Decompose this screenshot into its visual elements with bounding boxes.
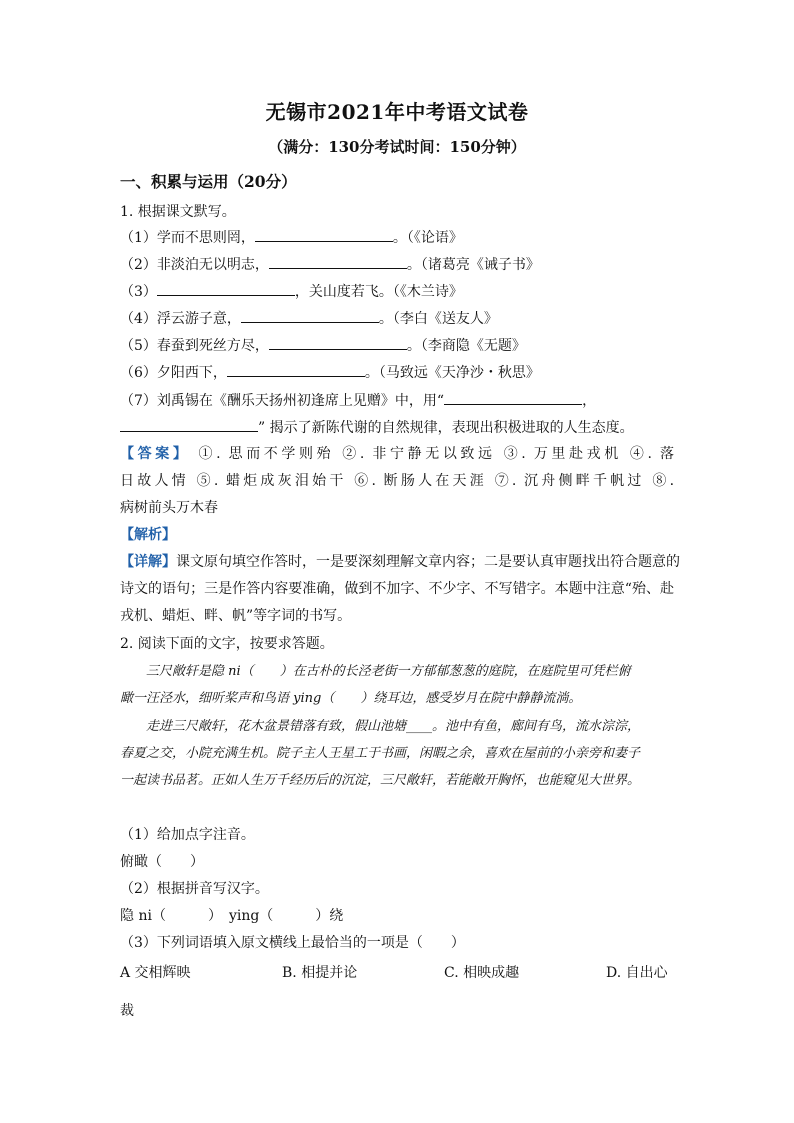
answer-item: ①. 思而不学则殆 bbox=[198, 446, 335, 462]
passage-line: 瞰一汪泾水，细听桨声和鸟语 ying（ ）绕耳边，感受岁月在院中静静流淌。 bbox=[120, 691, 582, 706]
q1-item-1 bbox=[120, 227, 463, 248]
q1-item-4 bbox=[120, 308, 498, 329]
item-text-before: 非淡泊无以明志， bbox=[156, 257, 269, 273]
answer-blank[interactable] bbox=[444, 390, 582, 405]
item-text-after: ，关山度若飞。（《木兰诗》 bbox=[294, 284, 463, 300]
answer-item: ⑧. bbox=[652, 473, 675, 489]
q1-item-7-line2 bbox=[120, 417, 634, 438]
exam-title: 无锡市2021年中考语文试卷 bbox=[265, 100, 529, 124]
detail-text: 课文原句填空作答时，一是要深刻理解文章内容；二是要认真审题找出符合题意的 bbox=[176, 554, 680, 570]
answer-item: ⑥. 断肠人在天涯 bbox=[354, 473, 487, 489]
detail-tag: 【详解】 bbox=[120, 554, 176, 570]
answer-item: ⑦. 沉舟侧畔千帆过 bbox=[494, 473, 645, 489]
section-heading: 一、积累与运用（20分） bbox=[120, 172, 297, 191]
item-text-after: ， bbox=[582, 393, 597, 409]
answer-line-1 bbox=[120, 444, 674, 464]
item-text-after: 。（马致远《天净沙・秋思》 bbox=[364, 365, 540, 381]
item-text-before: 春蚕到死丝方尽， bbox=[156, 338, 269, 354]
item-text-before: 夕阳西下， bbox=[156, 365, 227, 381]
answer-item: 日故人情 bbox=[120, 473, 189, 489]
option-c[interactable]: C. 相映成趣 bbox=[444, 965, 520, 981]
item-number: （2） bbox=[120, 257, 157, 273]
answer-blank[interactable] bbox=[269, 254, 407, 269]
item-number: （6） bbox=[120, 365, 157, 381]
passage-line: 一起读书品茗。正如人生万千经历后的沉淀，三尺敞轩，若能敞开胸怀，也能窥见大世界。 bbox=[120, 773, 641, 788]
answer-blank[interactable] bbox=[227, 362, 365, 377]
item-text-after: 。（李商隐《无题》 bbox=[406, 338, 526, 354]
detail-line-2: 诗文的语句；三是作答内容要准确，做到不加字、不少字、不写错字。本题中注意“殆、赴 bbox=[120, 581, 674, 597]
passage-line: 春夏之交，小院充满生机。院子主人王星工于书画，闲暇之余，喜欢在屋前的小亲旁和妻子 bbox=[120, 746, 641, 761]
q2-sub2-line: 隐 ni（ ） ying（ ）绕 bbox=[120, 908, 344, 924]
item-text-after: ” 揭示了新陈代谢的自然规律，表现出积极进取的人生态度。 bbox=[258, 420, 634, 436]
q2-sub1-word: 俯瞰（ ） bbox=[120, 854, 204, 870]
answer-blank[interactable] bbox=[269, 335, 407, 350]
item-number: （1） bbox=[120, 230, 157, 246]
item-number: （4） bbox=[120, 311, 157, 327]
answer-blank[interactable] bbox=[157, 281, 295, 296]
item-text-before: 学而不思则罔， bbox=[156, 230, 255, 246]
q2-sub3: （3）下列词语填入原文横线上最恰当的一项是（ ） bbox=[120, 935, 465, 951]
answer-blank[interactable] bbox=[241, 308, 379, 323]
answer-tag: 【答案】 bbox=[120, 446, 191, 462]
exam-subtitle: （满分：130分考试时间：150分钟） bbox=[268, 138, 526, 156]
answer-blank[interactable] bbox=[120, 417, 258, 432]
q2-sub2: （2）根据拼音写汉字。 bbox=[120, 881, 269, 897]
item-text-before: （7）刘禹锡在《酬乐天扬州初逢席上见赠》中，用“ bbox=[120, 393, 445, 409]
item-text-after: 。（《论语》 bbox=[392, 230, 463, 246]
answer-line-2 bbox=[120, 471, 674, 491]
q1-item-7-line1 bbox=[120, 390, 596, 411]
detail-line-1 bbox=[120, 552, 680, 572]
option-d-wrap: 裁 bbox=[120, 1003, 134, 1019]
answer-line-3: 病树前头万木春 bbox=[120, 500, 218, 516]
passage-line: 走进三尺敞轩，花木盆景错落有致，假山池塘____。池中有鱼，廊间有鸟，流水淙淙， bbox=[146, 719, 641, 734]
item-text-after: 。（诸葛亮《诫子书》 bbox=[406, 257, 540, 273]
option-a[interactable]: A 交相辉映 bbox=[120, 965, 191, 981]
item-text-before: 浮云游子意， bbox=[156, 311, 241, 327]
q2-sub1: （1）给加点字注音。 bbox=[120, 827, 255, 843]
item-number: （5） bbox=[120, 338, 157, 354]
option-b[interactable]: B. 相提并论 bbox=[282, 965, 358, 981]
answer-item: ③. 万里赴戎机 bbox=[503, 446, 622, 462]
question-1-stem: 1. 根据课文默写。 bbox=[120, 204, 236, 220]
q1-item-2 bbox=[120, 254, 540, 275]
item-number: （3） bbox=[120, 284, 157, 300]
passage-line: 三尺敞轩是隐 ni（ ）在古朴的长泾老街一方郁郁葱葱的庭院，在庭院里可凭栏俯 bbox=[146, 664, 631, 679]
answer-blank[interactable] bbox=[255, 227, 393, 242]
detail-line-3: 戎机、蜡炬、畔、帆”等字词的书写。 bbox=[120, 608, 352, 624]
option-d[interactable]: D. 自出心 bbox=[606, 965, 668, 981]
question-2-stem: 2. 阅读下面的文字，按要求答题。 bbox=[120, 636, 334, 652]
answer-item: ⑤. 蜡炬成灰泪始干 bbox=[196, 473, 347, 489]
analysis-tag: 【解析】 bbox=[120, 527, 176, 543]
q1-item-3 bbox=[120, 281, 463, 302]
answer-item: ④. 落 bbox=[629, 446, 675, 462]
item-text-after: 。（李白《送友人》 bbox=[378, 311, 498, 327]
q1-item-6 bbox=[120, 362, 540, 383]
answer-item: ②. 非宁静无以致远 bbox=[342, 446, 496, 462]
q1-item-5 bbox=[120, 335, 526, 356]
